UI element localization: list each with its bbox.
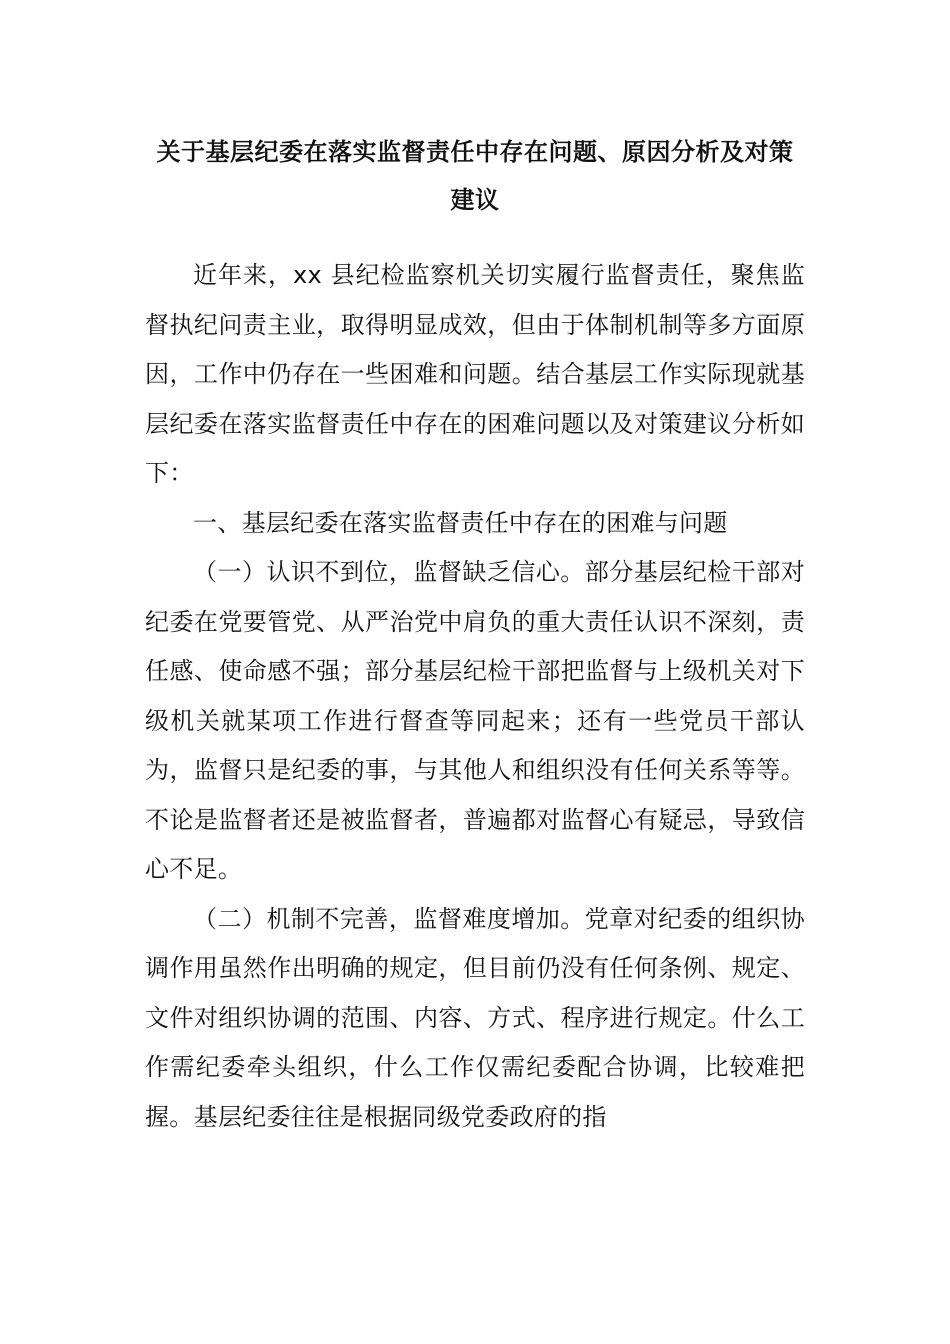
paragraph-point-one: （一）认识不到位，监督缺乏信心。部分基层纪检干部对纪委在党要管党、从严治党中肩负的重大责任认识不深刻，责任感、使命感不强；部分基层纪检干部把监督与上级机关对下级机关就某项工作进行督查等同起来；还有一些党员干部认为，监督只是纪委的事，与其他人和组织没有任何关系等等。不论是监督者还是被监督者，普遍都对监督心有疑忌，导致信心不足。 [145, 558, 805, 883]
paragraph-intro: 近年来，xx 县纪检监察机关切实履行监督责任，聚焦监督执纪问责主业，取得明显成效，但由于体制机制等多方面原因，工作中仍存在一些困难和问题。结合基层工作实际现就基层纪委在落实监督责任中存在的困难问题以及对策建议分析如下： [145, 261, 805, 487]
section-heading: 一、基层纪委在落实监督责任中存在的困难与问题 [193, 508, 728, 537]
paragraph-point-two: （二）机制不完善，监督难度增加。党章对纪委的组织协调作用虽然作出明确的规定，但目前仍没有任何条例、规定、文件对组织协调的范围、内容、方式、程序进行规定。什么工作需纪委牵头组织，什么工作仅需纪委配合协调，比较难把握。基层纪委往往是根据同级党委政府的指 [145, 904, 805, 1131]
document-body [145, 251, 805, 1142]
document-title: 关于基层纪委在落实监督责任中存在问题、原因分析及对策建议 [156, 138, 794, 214]
